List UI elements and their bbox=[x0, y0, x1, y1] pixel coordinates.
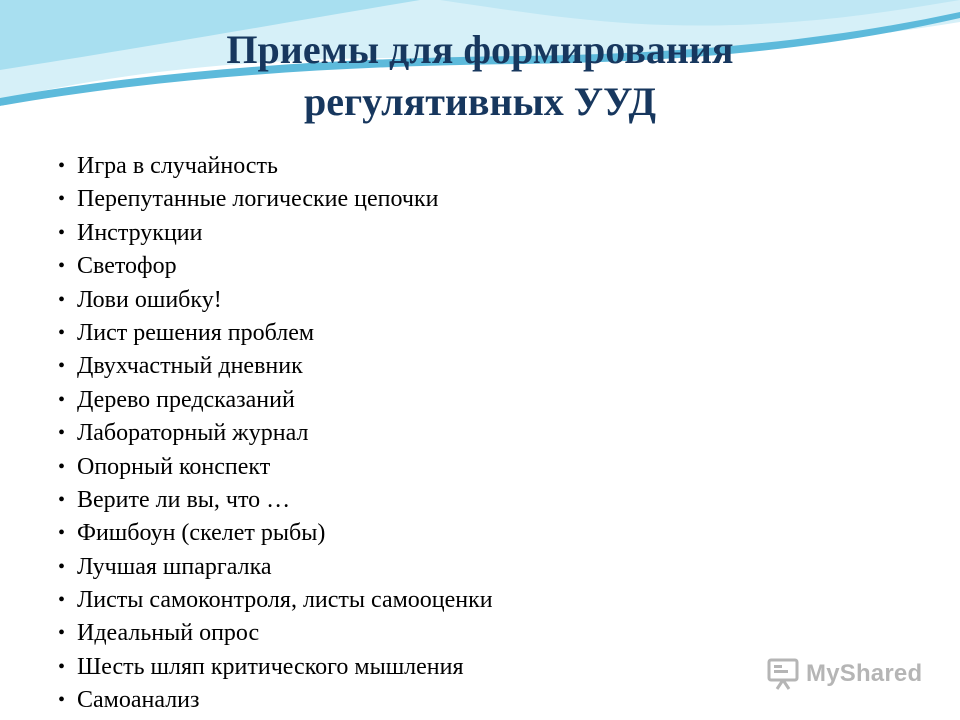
list-item bbox=[58, 684, 493, 717]
list-item bbox=[58, 250, 493, 283]
list-item-text: Дерево предсказаний bbox=[77, 386, 295, 413]
bullet-icon: • bbox=[58, 288, 66, 311]
slide-title bbox=[0, 24, 960, 128]
list-item bbox=[58, 183, 493, 216]
bullet-icon: • bbox=[58, 221, 66, 244]
list-item-text: Двухчастный дневник bbox=[77, 353, 303, 380]
bullet-icon: • bbox=[58, 689, 66, 712]
bullet-icon: • bbox=[58, 622, 66, 645]
list-item-text: Инструкции bbox=[77, 219, 203, 246]
list-item bbox=[58, 150, 493, 183]
list-item-text: Лабораторный журнал bbox=[77, 420, 309, 447]
watermark-text: MyShared bbox=[806, 660, 923, 687]
list-item bbox=[58, 384, 493, 417]
list-item bbox=[58, 217, 493, 250]
bullet-icon: • bbox=[58, 522, 66, 545]
presentation-board-icon bbox=[766, 657, 800, 691]
list-item bbox=[58, 551, 493, 584]
bullet-icon: • bbox=[58, 388, 66, 411]
list-item bbox=[58, 350, 493, 383]
list-item-text: Идеальный опрос bbox=[77, 620, 260, 647]
list-item-text: Лучшая шпаргалка bbox=[77, 553, 272, 580]
bullet-icon: • bbox=[58, 422, 66, 445]
bullet-icon: • bbox=[58, 355, 66, 378]
list-item-text: Игра в случайность bbox=[77, 153, 278, 179]
bullet-icon: • bbox=[58, 488, 66, 511]
list-item-text: Опорный конспект bbox=[77, 453, 271, 480]
list-item bbox=[58, 484, 493, 517]
list-item-text: Лист решения проблем bbox=[77, 319, 315, 346]
bullet-icon: • bbox=[58, 555, 66, 578]
list-item bbox=[58, 451, 493, 484]
list-item-text: Листы самоконтроля, листы самооценки bbox=[77, 587, 493, 614]
list-item-text: Лови ошибку! bbox=[77, 286, 222, 313]
bullet-icon: • bbox=[58, 188, 66, 211]
bullet-icon: • bbox=[58, 155, 66, 177]
list-item bbox=[58, 417, 493, 450]
list-item bbox=[58, 584, 493, 617]
list-item-text: Светофор bbox=[77, 253, 177, 280]
bullet-icon: • bbox=[58, 255, 66, 278]
list-item bbox=[58, 617, 493, 650]
list-item-text: Фишбоун (скелет рыбы) bbox=[77, 520, 326, 547]
list-item bbox=[58, 517, 493, 550]
bullet-icon: • bbox=[58, 455, 66, 478]
list-item-text: Перепутанные логические цепочки bbox=[77, 186, 439, 213]
bullet-icon: • bbox=[58, 655, 66, 678]
bullet-icon: • bbox=[58, 321, 66, 344]
slide-title-line-2: регулятивных УУД bbox=[303, 79, 656, 124]
list-item-text: Верите ли вы, что … bbox=[77, 486, 291, 513]
list-item-text: Шесть шляп критического мышления bbox=[77, 653, 464, 680]
list-item bbox=[58, 284, 493, 317]
list-item-text: Самоанализ bbox=[77, 687, 200, 714]
list-item bbox=[58, 317, 493, 350]
bullet-icon: • bbox=[58, 589, 66, 612]
watermark bbox=[766, 656, 922, 692]
techniques-list bbox=[58, 150, 493, 718]
list-item bbox=[58, 651, 493, 684]
slide-title-line-1: Приемы для формирования bbox=[226, 27, 734, 72]
